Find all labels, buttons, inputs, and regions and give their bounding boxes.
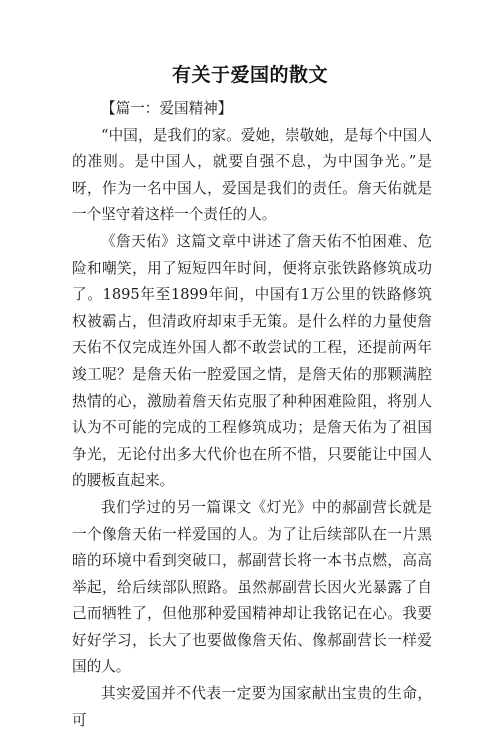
paragraph-1: “中国，是我们的家。爱她，崇敬她，是每个中国人的准则。是中国人，就要自强不息，为中国争光。”是呀，作为一名中国人，爱国是我们的责任。詹天佑就是一个坚守着这样一个责任的人。 (72, 126, 432, 224)
paragraph-3: 我们学过的另一篇课文《灯光》中的郝副营长就是一个像詹天佑一样爱国的人。为了让后续部队在一片黑暗的环境中看到突破口，郝副营长将一本书点燃，高高举起，给后续部队照路。虽然郝副营长因火光暴露了自己而牺牲了，但他那种爱国精神却让我铭记在心。我要好好学习，长大了也要做像詹天佑、像郝副营长一样爱国的人。 (72, 498, 432, 676)
paragraph-4: 其实爱国并不代表一定要为国家献出宝贵的生命，可 (72, 685, 432, 729)
document-title: 有关于爱国的散文 (171, 64, 328, 86)
section-heading: 【篇一：爱国精神】 (101, 100, 233, 117)
paragraph-2: 《詹天佑》这篇文章中讲述了詹天佑不怕困难、危险和嘲笑，用了短短四年时间，便将京张铁路修筑成功了。1895年至1899年间，中国有1万公里的铁路修筑权被霸占，但清政府却束手无策。是什么样的力量使詹天佑不仅完成连外国人都不敢尝试的工程，还提前两年竣工呢？是詹天佑一腔爱国之情，是詹天佑的那颗满腔热情的心，激励着詹天佑克服了种种困难险阻，将别人认为不可能的完成的工程修筑成功；是詹天佑为了祖国争光，无论付出多大代价也在所不惜，只要能让中国人的腰板直起来。 (72, 232, 432, 490)
document-body (72, 96, 432, 734)
